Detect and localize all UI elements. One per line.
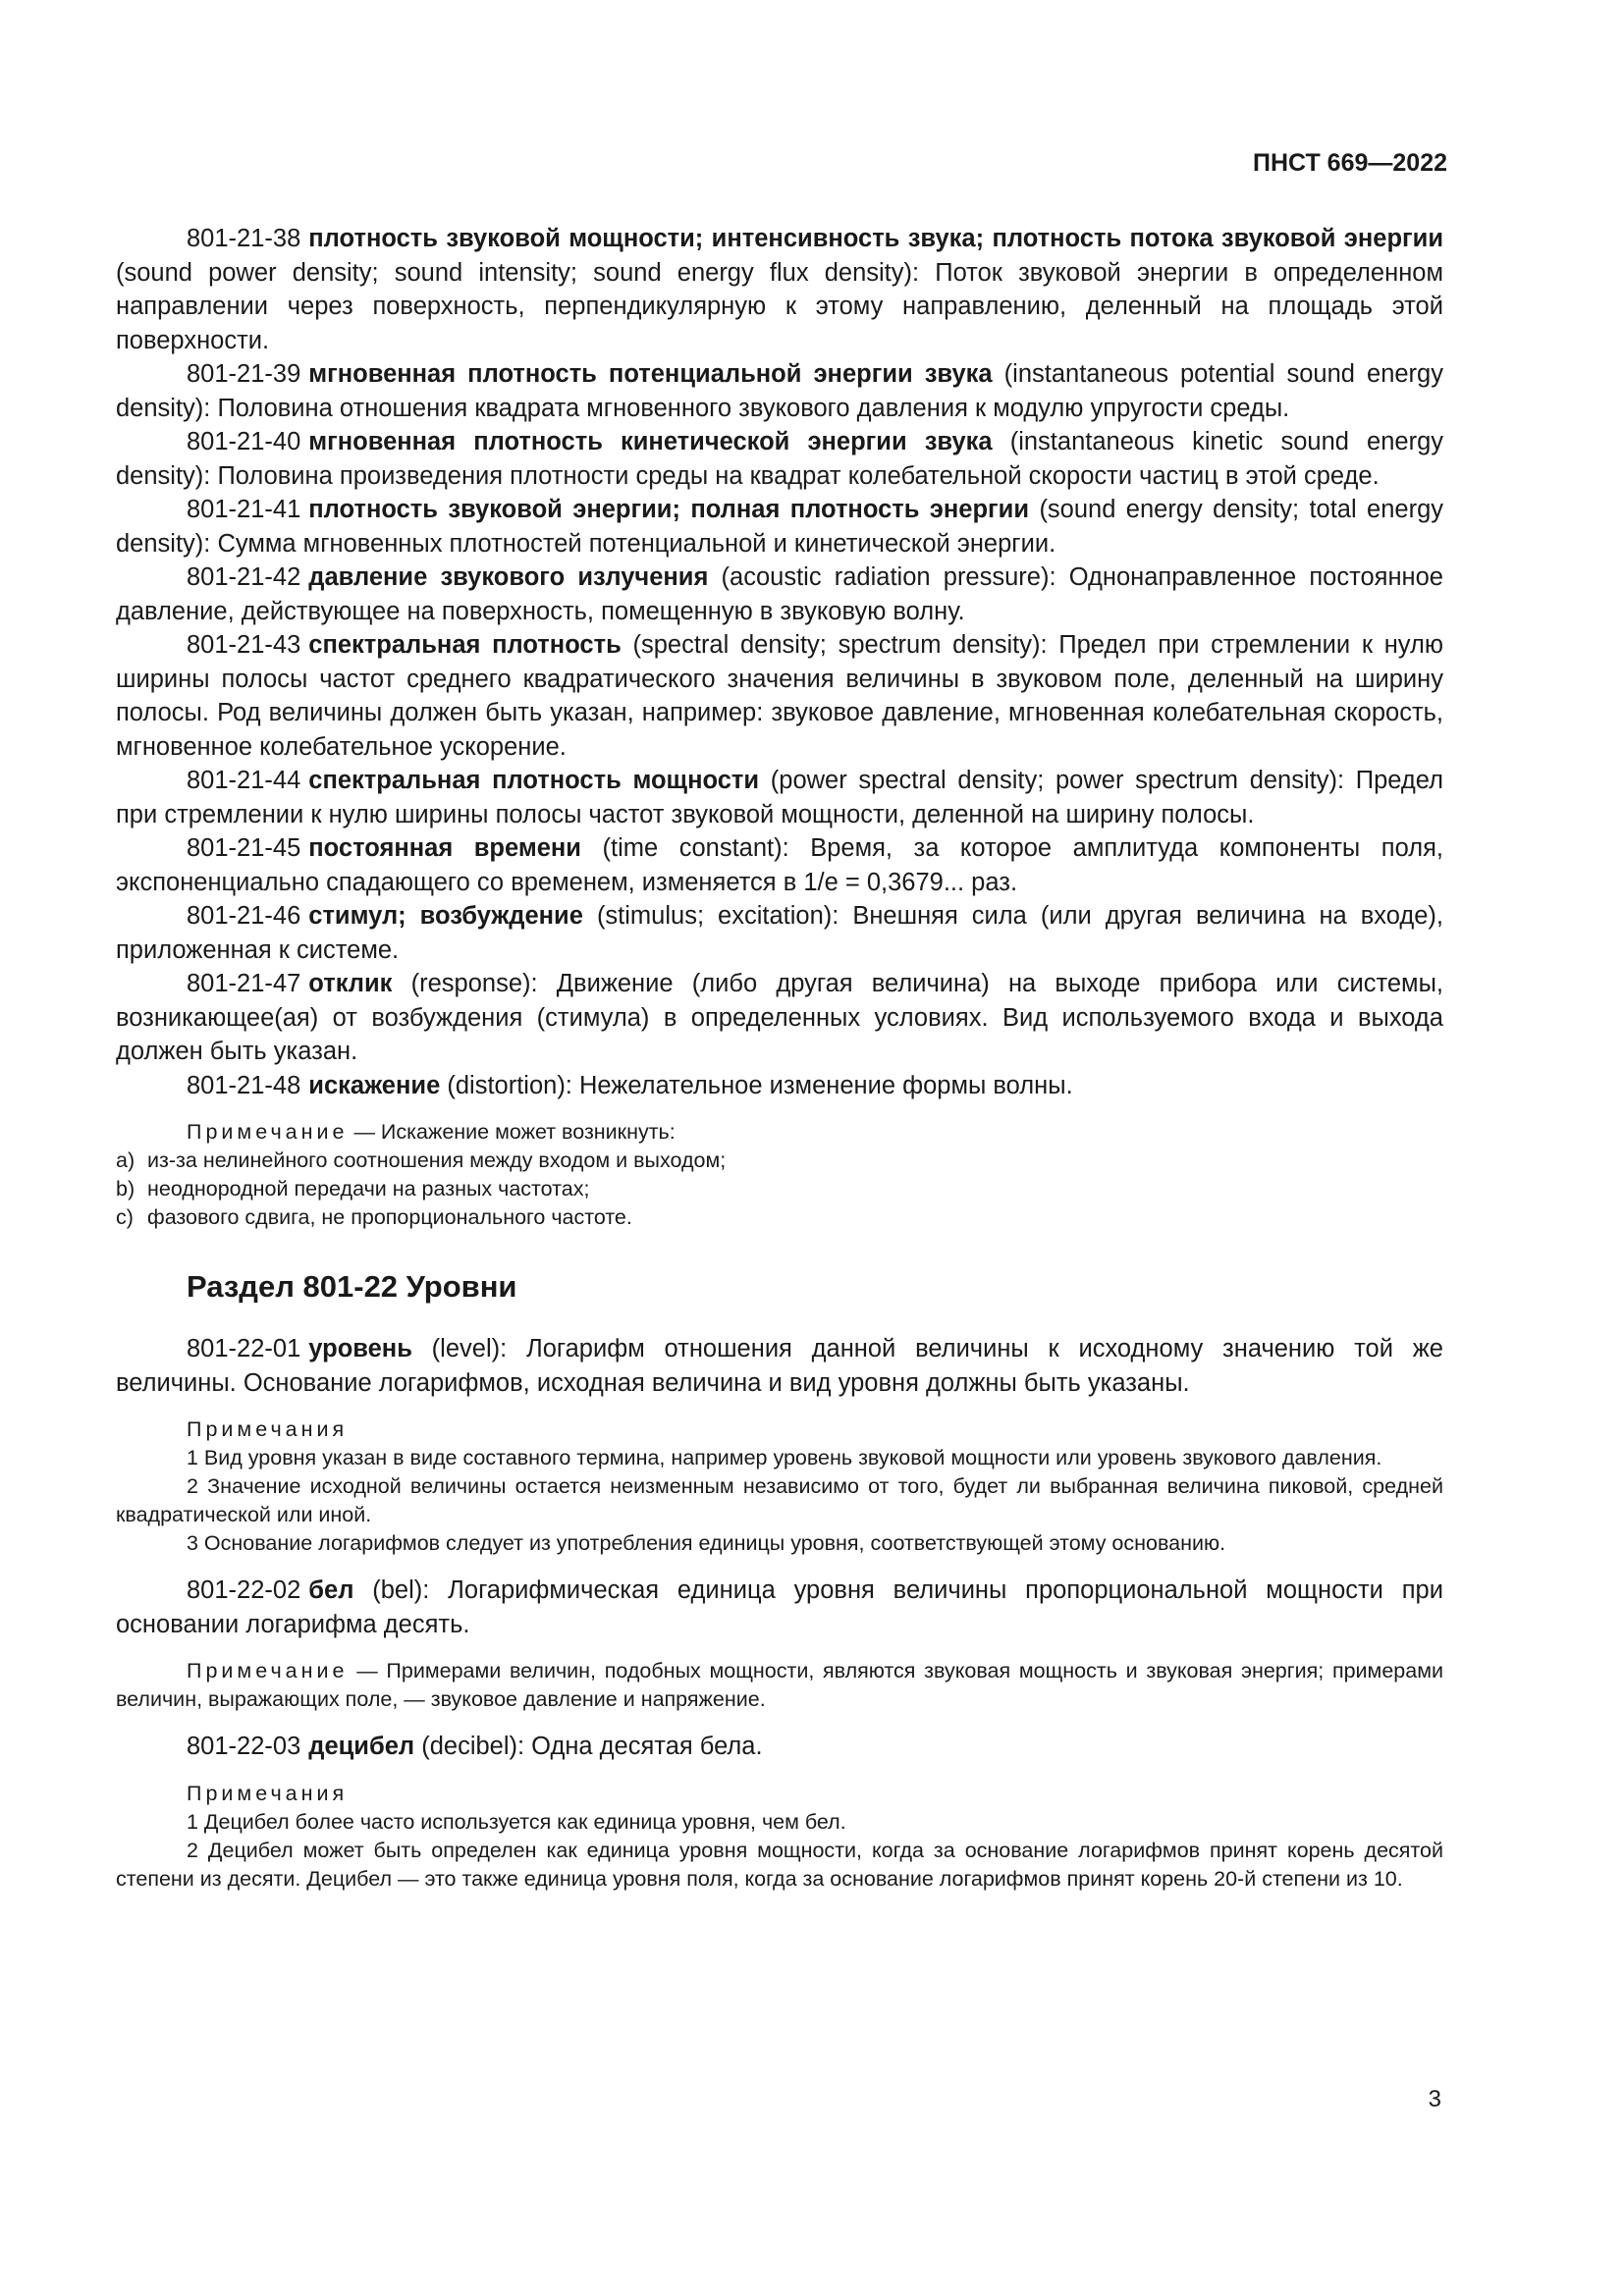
note-lead-text: — Искажение может возникнуть:	[353, 1120, 676, 1144]
note-label: Примечание	[187, 1659, 349, 1682]
term-code: 801-22-03	[187, 1733, 301, 1760]
note-paragraph: 3 Основание логарифмов следует из употребления единицы уровня, соответствующей этому основанию.	[187, 1531, 1226, 1555]
term-name: мгновенная плотность потенциальной энергии звука	[308, 360, 993, 388]
list-marker: a)	[116, 1148, 135, 1172]
section-title: Раздел 801-22 Уровни	[187, 1269, 517, 1304]
term-code: 801-21-48	[187, 1071, 301, 1099]
term-definition: (stimulus; excitation): Внешняя сила (или другая величина на входе), приложенная к системе.	[116, 902, 1443, 964]
term-definition: (level): Логарифм отношения данной величины к исходному значению той же величины. Основание логарифмов, исходная величина и вид уровня должны быть указаны.	[116, 1335, 1443, 1397]
term-name: децибел	[308, 1733, 415, 1760]
term-name: плотность звуковой энергии; полная плотность энергии	[308, 496, 1030, 523]
term-definition: (power spectral density; power spectrum density): Предел при стремлении к нулю ширины полосы частот звуковой мощности, деленной на ширину полосы.	[116, 767, 1443, 828]
note-text: — Примерами величин, подобных мощности, являются звуковая мощность и звуковая энергия; примерами величин, выражающих поле, — звуковое давление и напряжение.	[116, 1659, 1444, 1711]
list-marker: b)	[116, 1177, 135, 1201]
term-code: 801-21-39	[187, 360, 301, 388]
term-definition: (instantaneous kinetic sound energy density): Половина произведения плотности среды на квадрат колебательной скорости частиц в этой среде.	[116, 428, 1444, 490]
note-paragraph: 1 Вид уровня указан в виде составного термина, например уровень звуковой мощности или уровень звукового давления.	[187, 1446, 1382, 1469]
term-code: 801-21-40	[187, 428, 301, 455]
term-code: 801-22-02	[187, 1576, 301, 1604]
term-entry	[116, 1574, 1443, 1641]
term-definition: (acoustic radiation pressure): Однонаправленное постоянное давление, действующее на поверхность, помещенную в звуковую волну.	[116, 563, 1443, 625]
note-label: Примечание	[187, 1120, 349, 1144]
term-definition: (sound energy density; total energy density): Сумма мгновенных плотностей потенциальной и кинетической энергии.	[116, 496, 1444, 558]
term-entry	[116, 967, 1443, 1069]
note-distortion	[116, 1118, 1443, 1147]
term-code: 801-21-42	[187, 563, 301, 591]
term-entry	[116, 1332, 1443, 1400]
term-entry	[116, 1069, 1443, 1103]
term-code: 801-21-41	[187, 496, 301, 523]
term-entry	[116, 1730, 1443, 1764]
term-code: 801-21-45	[187, 834, 301, 862]
term-name: давление звукового излучения	[308, 563, 709, 591]
list-item-text: неоднородной передачи на разных частотах;	[147, 1177, 590, 1201]
term-definition: (sound power density; sound intensity; sound energy flux density): Поток звуковой энергии в определенном направлении через поверхность, перпендикулярную к этому направлению, деленный на площадь этой поверхности.	[116, 258, 1443, 354]
term-name: искажение	[308, 1071, 441, 1099]
term-definition: (time constant): Время, за которое амплитуда компоненты поля, экспоненциально спадающего со временем, изменяется в 1/e = 0,3679... раз.	[116, 834, 1443, 896]
term-code: 801-21-46	[187, 902, 301, 930]
list-marker: c)	[116, 1205, 134, 1229]
term-name: бел	[308, 1576, 354, 1604]
term-name: уровень	[308, 1335, 412, 1362]
term-code: 801-21-44	[187, 767, 301, 794]
term-code: 801-21-43	[187, 631, 301, 659]
term-name: спектральная плотность	[308, 631, 622, 659]
term-entry	[116, 493, 1443, 561]
term-name: плотность звуковой мощности; интенсивность звука; плотность потока звуковой энергии	[308, 225, 1443, 252]
note-paragraph: 2 Децибел может быть определен как единица уровня мощности, когда за основание логарифмов принят корень десятой степени из десяти. Децибел — это также единица уровня поля, когда за основание логарифмов принят корень 20-й степени из 10.	[116, 1838, 1443, 1891]
list-item-text: фазового сдвига, не пропорционального частоте.	[147, 1205, 632, 1229]
notes-heading: Примечания	[187, 1417, 349, 1441]
term-entry	[116, 222, 1443, 357]
term-definition: (spectral density; spectrum density): Предел при стремлении к нулю ширины полосы частот среднего квадратического значения величины в звуковом поле, деленный на ширину полосы. Род величины должен быть указан, например: звуковое давление, мгновенная колебательная скорость, мгновенное колебательное ускорение.	[116, 631, 1443, 761]
term-name: постоянная времени	[308, 834, 581, 862]
term-entry	[116, 357, 1443, 425]
page-content	[116, 222, 1443, 1894]
note-list-item	[116, 1147, 1443, 1175]
document-id: ПНСТ 669—2022	[1253, 149, 1447, 177]
term-code: 801-22-01	[187, 1335, 301, 1362]
term-code: 801-21-38	[187, 225, 301, 252]
page-number: 3	[1428, 2086, 1441, 2112]
note-paragraph: 2 Значение исходной величины остается неизменным независимо от того, будет ли выбранная величина пиковой, средней квадратической или иной.	[116, 1474, 1443, 1526]
term-entry	[116, 628, 1443, 764]
term-definition: (distortion): Нежелательное изменение формы волны.	[447, 1071, 1073, 1099]
term-name: мгновенная плотность кинетической энергии звука	[308, 428, 993, 455]
term-entry	[116, 831, 1443, 899]
note-list-item	[116, 1203, 1443, 1232]
term-name: отклик	[308, 970, 393, 997]
term-definition: (bel): Логарифмическая единица уровня величины пропорциональной мощности при основании логарифма десять.	[116, 1576, 1443, 1638]
term-entry	[116, 899, 1443, 967]
term-name: спектральная плотность мощности	[308, 767, 760, 794]
term-entry	[116, 764, 1443, 831]
note-paragraph: 1 Децибел более часто используется как единица уровня, чем бел.	[187, 1809, 846, 1834]
notes-heading: Примечания	[187, 1781, 349, 1805]
term-code: 801-21-47	[187, 970, 301, 997]
term-definition: (response): Движение (либо другая величина) на выходе прибора или системы, возникающее(ая) от возбуждения (стимула) в определенных условиях. Вид используемого входа и выхода должен быть указан.	[116, 970, 1443, 1065]
note-bel	[116, 1657, 1443, 1714]
term-entry	[116, 425, 1443, 493]
term-definition: (decibel): Одна десятая бела.	[421, 1733, 763, 1760]
note-list-item	[116, 1175, 1443, 1203]
term-definition: (instantaneous potential sound energy density): Половина отношения квадрата мгновенного звукового давления к модулю упругости среды.	[116, 360, 1443, 422]
list-item-text: из-за нелинейного соотношения между входом и выходом;	[147, 1148, 727, 1172]
term-entry	[116, 561, 1443, 628]
term-name: стимул; возбуждение	[308, 902, 583, 930]
